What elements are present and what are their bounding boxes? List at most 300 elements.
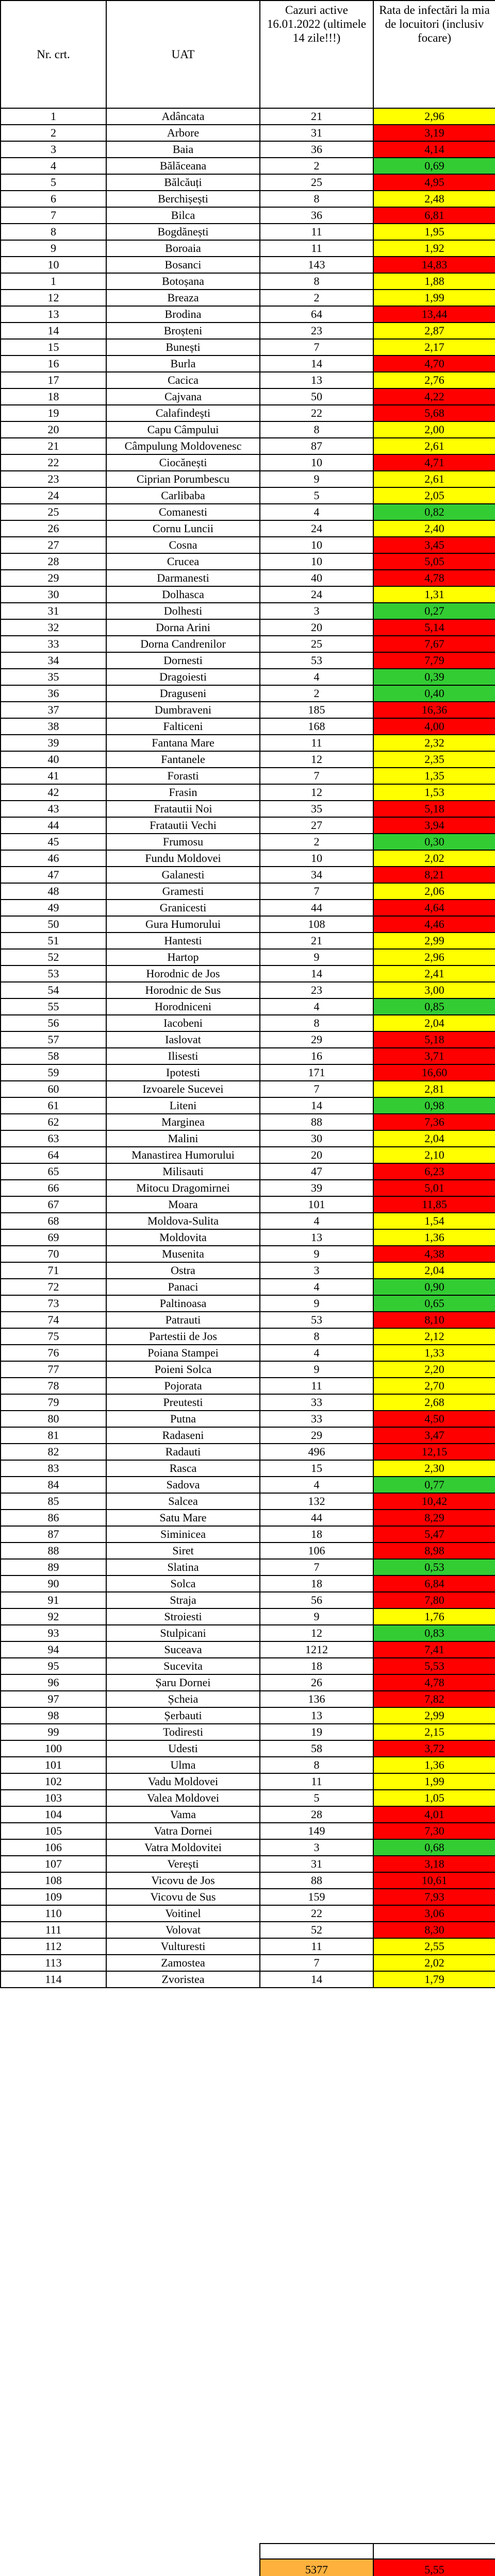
uat-cell: Moldovita xyxy=(106,1229,260,1246)
nr-cell: 35 xyxy=(1,669,106,685)
cases-cell: 14 xyxy=(260,965,373,982)
cases-cell: 7 xyxy=(260,1081,373,1097)
table-row xyxy=(1,1361,495,1378)
cases-cell: 20 xyxy=(260,619,373,636)
table-row xyxy=(1,1015,495,1031)
nr-cell: 96 xyxy=(1,1674,106,1691)
rate-cell: 10,42 xyxy=(373,1493,495,1510)
nr-cell: 55 xyxy=(1,998,106,1015)
table-row xyxy=(1,1773,495,1790)
nr-cell: 102 xyxy=(1,1773,106,1790)
nr-cell: 49 xyxy=(1,900,106,916)
rate-cell: 4,64 xyxy=(373,900,495,916)
cases-cell: 8 xyxy=(260,1015,373,1031)
rate-cell: 5,14 xyxy=(373,619,495,636)
nr-cell: 113 xyxy=(1,1955,106,1971)
nr-cell: 109 xyxy=(1,1889,106,1905)
nr-cell: 101 xyxy=(1,1757,106,1773)
uat-cell: Ipotesti xyxy=(106,1064,260,1081)
table-row xyxy=(1,1427,495,1444)
uat-cell: Dorna Arini xyxy=(106,619,260,636)
table-row xyxy=(1,1493,495,1510)
cases-cell: 2 xyxy=(260,834,373,850)
table-row xyxy=(1,487,495,504)
uat-cell: Boroaia xyxy=(106,240,260,257)
table-row xyxy=(1,1312,495,1328)
nr-cell: 6 xyxy=(1,191,106,207)
table-row xyxy=(1,1872,495,1889)
uat-cell: Zvoristea xyxy=(106,1971,260,1988)
nr-cell: 3 xyxy=(1,141,106,158)
cases-cell: 64 xyxy=(260,306,373,323)
cases-cell: 7 xyxy=(260,768,373,784)
uat-cell: Frumosu xyxy=(106,834,260,850)
cases-cell: 159 xyxy=(260,1889,373,1905)
rate-cell: 8,21 xyxy=(373,867,495,883)
table-row xyxy=(1,718,495,735)
cases-cell: 12 xyxy=(260,751,373,768)
rate-cell: 5,47 xyxy=(373,1526,495,1543)
rate-cell: 1,99 xyxy=(373,1773,495,1790)
uat-cell: Moldova-Sulita xyxy=(106,1213,260,1229)
uat-cell: Hartop xyxy=(106,949,260,965)
nr-cell: 29 xyxy=(1,570,106,586)
rate-cell: 5,18 xyxy=(373,801,495,817)
nr-cell: 70 xyxy=(1,1246,106,1262)
cases-cell: 9 xyxy=(260,471,373,487)
rate-cell: 4,46 xyxy=(373,916,495,933)
cases-cell: 31 xyxy=(260,125,373,141)
rate-cell: 5,05 xyxy=(373,553,495,570)
table-row xyxy=(1,257,495,273)
nr-cell: 90 xyxy=(1,1575,106,1592)
uat-cell: Manastirea Humorului xyxy=(106,1147,260,1163)
nr-cell: 87 xyxy=(1,1526,106,1543)
uat-cell: Musenita xyxy=(106,1246,260,1262)
nr-cell: 95 xyxy=(1,1658,106,1674)
table-row xyxy=(1,1691,495,1707)
nr-cell: 74 xyxy=(1,1312,106,1328)
cases-cell: 8 xyxy=(260,1757,373,1773)
cases-cell: 56 xyxy=(260,1592,373,1608)
table-row xyxy=(1,174,495,191)
rate-cell: 4,50 xyxy=(373,1411,495,1427)
rate-cell: 6,81 xyxy=(373,207,495,224)
table-row xyxy=(1,900,495,916)
rate-cell: 2,96 xyxy=(373,108,495,125)
cases-cell: 4 xyxy=(260,669,373,685)
cases-cell: 101 xyxy=(260,1196,373,1213)
uat-cell: Bilca xyxy=(106,207,260,224)
cases-cell: 136 xyxy=(260,1691,373,1707)
cases-cell: 87 xyxy=(260,438,373,454)
rate-cell: 2,04 xyxy=(373,1262,495,1279)
table-row xyxy=(1,1064,495,1081)
nr-cell: 73 xyxy=(1,1295,106,1312)
header-row xyxy=(1,1,495,108)
nr-cell: 46 xyxy=(1,850,106,867)
nr-cell: 77 xyxy=(1,1361,106,1378)
uat-cell: Dolhesti xyxy=(106,603,260,619)
uat-cell: Izvoarele Sucevei xyxy=(106,1081,260,1097)
nr-cell: 33 xyxy=(1,636,106,652)
uat-cell: Draguseni xyxy=(106,685,260,702)
table-row xyxy=(1,867,495,883)
rate-cell: 11,85 xyxy=(373,1196,495,1213)
nr-cell: 71 xyxy=(1,1262,106,1279)
rate-cell: 7,67 xyxy=(373,636,495,652)
table-row xyxy=(1,1856,495,1872)
nr-cell: 1 xyxy=(1,108,106,125)
table-row xyxy=(1,1213,495,1229)
nr-cell: 97 xyxy=(1,1691,106,1707)
uat-cell: Comanesti xyxy=(106,504,260,520)
cases-cell: 4 xyxy=(260,1213,373,1229)
rate-cell: 0,69 xyxy=(373,158,495,174)
nr-cell: 112 xyxy=(1,1938,106,1955)
uat-cell: Gura Humorului xyxy=(106,916,260,933)
nr-cell: 54 xyxy=(1,982,106,998)
uat-cell: Zamostea xyxy=(106,1955,260,1971)
cases-cell: 12 xyxy=(260,1625,373,1641)
cases-cell: 29 xyxy=(260,1427,373,1444)
uat-cell: Frasin xyxy=(106,784,260,801)
cases-cell: 19 xyxy=(260,1724,373,1740)
cases-cell: 53 xyxy=(260,1312,373,1328)
cases-cell: 88 xyxy=(260,1114,373,1130)
rate-cell: 10,61 xyxy=(373,1872,495,1889)
table-row xyxy=(1,998,495,1015)
uat-cell: Rasca xyxy=(106,1460,260,1477)
uat-cell: Pojorata xyxy=(106,1378,260,1394)
cases-cell: 7 xyxy=(260,1955,373,1971)
nr-cell: 36 xyxy=(1,685,106,702)
cases-cell: 168 xyxy=(260,718,373,735)
uat-cell: Vadu Moldovei xyxy=(106,1773,260,1790)
table-row xyxy=(1,1328,495,1345)
uat-cell: Dragoiesti xyxy=(106,669,260,685)
rate-cell: 1,54 xyxy=(373,1213,495,1229)
rate-cell: 4,14 xyxy=(373,141,495,158)
nr-cell: 10 xyxy=(1,257,106,273)
cases-cell: 40 xyxy=(260,570,373,586)
cases-cell: 33 xyxy=(260,1394,373,1411)
rate-cell: 6,23 xyxy=(373,1163,495,1180)
rate-cell: 2,06 xyxy=(373,883,495,900)
uat-cell: Câmpulung Moldovenesc xyxy=(106,438,260,454)
rate-cell: 8,29 xyxy=(373,1510,495,1526)
uat-cell: Udesti xyxy=(106,1740,260,1757)
rate-cell: 2,04 xyxy=(373,1015,495,1031)
table-row xyxy=(1,1031,495,1048)
nr-cell: 38 xyxy=(1,718,106,735)
nr-cell: 22 xyxy=(1,454,106,471)
uat-cell: Liteni xyxy=(106,1097,260,1114)
table-row xyxy=(1,817,495,834)
cases-cell: 18 xyxy=(260,1658,373,1674)
table-row xyxy=(1,1180,495,1196)
table-row xyxy=(1,652,495,669)
nr-cell: 21 xyxy=(1,438,106,454)
table-row xyxy=(1,306,495,323)
rate-cell: 1,35 xyxy=(373,768,495,784)
rate-cell: 2,96 xyxy=(373,949,495,965)
table-row xyxy=(1,933,495,949)
uat-cell: Radaseni xyxy=(106,1427,260,1444)
table-row xyxy=(1,1411,495,1427)
cases-cell: 26 xyxy=(260,1674,373,1691)
table-row xyxy=(1,471,495,487)
uat-cell: Iacobeni xyxy=(106,1015,260,1031)
table-row xyxy=(1,1575,495,1592)
uat-cell: Vatra Moldovitei xyxy=(106,1839,260,1856)
uat-cell: Șerbauti xyxy=(106,1707,260,1724)
cases-cell: 9 xyxy=(260,1608,373,1625)
cases-cell: 10 xyxy=(260,553,373,570)
nr-cell: 23 xyxy=(1,471,106,487)
nr-cell: 65 xyxy=(1,1163,106,1180)
cases-cell: 16 xyxy=(260,1048,373,1064)
rate-cell: 2,12 xyxy=(373,1328,495,1345)
table-row xyxy=(1,570,495,586)
nr-cell: 105 xyxy=(1,1823,106,1839)
table-row xyxy=(1,1707,495,1724)
rate-cell: 8,30 xyxy=(373,1922,495,1938)
cases-cell: 58 xyxy=(260,1740,373,1757)
rate-cell: 7,79 xyxy=(373,652,495,669)
nr-cell: 13 xyxy=(1,306,106,323)
uat-cell: Broșteni xyxy=(106,323,260,339)
cases-cell: 2 xyxy=(260,158,373,174)
nr-cell: 107 xyxy=(1,1856,106,1872)
uat-cell: Panaci xyxy=(106,1279,260,1295)
table-row xyxy=(1,1559,495,1575)
cases-cell: 5 xyxy=(260,1790,373,1806)
cases-cell: 14 xyxy=(260,1971,373,1988)
table-row xyxy=(1,355,495,372)
table-row xyxy=(1,191,495,207)
uat-cell: Bălăceana xyxy=(106,158,260,174)
cases-cell: 8 xyxy=(260,1328,373,1345)
rate-cell: 16,60 xyxy=(373,1064,495,1081)
table-row xyxy=(1,850,495,867)
table-row xyxy=(1,784,495,801)
cases-cell: 88 xyxy=(260,1872,373,1889)
table-row xyxy=(1,454,495,471)
cases-cell: 28 xyxy=(260,1806,373,1823)
cases-cell: 23 xyxy=(260,982,373,998)
nr-cell: 14 xyxy=(1,323,106,339)
rate-cell: 8,10 xyxy=(373,1312,495,1328)
uat-cell: Siret xyxy=(106,1543,260,1559)
uat-cell: Vicovu de Sus xyxy=(106,1889,260,1905)
rate-cell: 4,38 xyxy=(373,1246,495,1262)
cases-cell: 2 xyxy=(260,685,373,702)
cases-cell: 18 xyxy=(260,1526,373,1543)
uat-cell: Slatina xyxy=(106,1559,260,1575)
cases-cell: 9 xyxy=(260,949,373,965)
cases-cell: 496 xyxy=(260,1444,373,1460)
cases-cell: 1212 xyxy=(260,1641,373,1658)
uat-cell: Sucevita xyxy=(106,1658,260,1674)
table-row xyxy=(1,619,495,636)
rate-cell: 3,71 xyxy=(373,1048,495,1064)
cases-cell: 5 xyxy=(260,487,373,504)
uat-cell: Moara xyxy=(106,1196,260,1213)
nr-cell: 37 xyxy=(1,702,106,718)
table-row xyxy=(1,586,495,603)
table-row xyxy=(1,1378,495,1394)
rate-cell: 2,55 xyxy=(373,1938,495,1955)
cases-cell: 9 xyxy=(260,1295,373,1312)
uat-cell: Fantanele xyxy=(106,751,260,768)
rate-cell: 14,83 xyxy=(373,257,495,273)
uat-cell: Sadova xyxy=(106,1477,260,1493)
cases-cell: 14 xyxy=(260,1097,373,1114)
cases-cell: 22 xyxy=(260,1905,373,1922)
rate-cell: 2,99 xyxy=(373,1707,495,1724)
uat-cell: Fratautii Vechi xyxy=(106,817,260,834)
nr-cell: 20 xyxy=(1,421,106,438)
nr-cell: 58 xyxy=(1,1048,106,1064)
nr-cell: 17 xyxy=(1,372,106,388)
cases-cell: 11 xyxy=(260,224,373,240)
nr-cell: 108 xyxy=(1,1872,106,1889)
cases-cell: 52 xyxy=(260,1922,373,1938)
uat-cell: Fantana Mare xyxy=(106,735,260,751)
table-row xyxy=(1,685,495,702)
rate-cell: 4,78 xyxy=(373,1674,495,1691)
rate-cell: 2,99 xyxy=(373,933,495,949)
uat-cell: Forasti xyxy=(106,768,260,784)
nr-cell: 8 xyxy=(1,224,106,240)
uat-cell: Paltinoasa xyxy=(106,1295,260,1312)
uat-cell: Vama xyxy=(106,1806,260,1823)
uat-cell: Cornu Luncii xyxy=(106,520,260,537)
table-row xyxy=(1,669,495,685)
rate-cell: 8,98 xyxy=(373,1543,495,1559)
nr-cell: 16 xyxy=(1,355,106,372)
nr-cell: 66 xyxy=(1,1180,106,1196)
uat-cell: Marginea xyxy=(106,1114,260,1130)
nr-cell: 2 xyxy=(1,125,106,141)
nr-cell: 88 xyxy=(1,1543,106,1559)
table-row xyxy=(1,1262,495,1279)
uat-cell: Malini xyxy=(106,1130,260,1147)
table-row xyxy=(1,1526,495,1543)
table-row xyxy=(1,388,495,405)
cases-cell: 4 xyxy=(260,998,373,1015)
nr-cell: 56 xyxy=(1,1015,106,1031)
rate-cell: 2,76 xyxy=(373,372,495,388)
cases-cell: 4 xyxy=(260,1477,373,1493)
cases-cell: 13 xyxy=(260,372,373,388)
table-row xyxy=(1,1592,495,1608)
totals-block xyxy=(259,2543,495,2576)
rate-cell: 0,85 xyxy=(373,998,495,1015)
table-row xyxy=(1,1922,495,1938)
rate-cell: 2,41 xyxy=(373,965,495,982)
nr-cell: 27 xyxy=(1,537,106,553)
table-row xyxy=(1,323,495,339)
uat-cell: Bunești xyxy=(106,339,260,355)
uat-cell: Ciprian Porumbescu xyxy=(106,471,260,487)
cases-cell: 106 xyxy=(260,1543,373,1559)
table-row xyxy=(1,1625,495,1641)
nr-cell: 15 xyxy=(1,339,106,355)
cases-cell: 36 xyxy=(260,207,373,224)
rate-cell: 2,05 xyxy=(373,487,495,504)
uat-cell: Baia xyxy=(106,141,260,158)
table-row xyxy=(1,1938,495,1955)
cases-cell: 108 xyxy=(260,916,373,933)
nr-cell: 52 xyxy=(1,949,106,965)
rate-cell: 1,79 xyxy=(373,1971,495,1988)
rate-cell: 12,15 xyxy=(373,1444,495,1460)
rate-cell: 1,53 xyxy=(373,784,495,801)
rate-cell: 3,47 xyxy=(373,1427,495,1444)
uat-cell: Cacica xyxy=(106,372,260,388)
nr-cell: 98 xyxy=(1,1707,106,1724)
table-row xyxy=(1,108,495,125)
nr-cell: 41 xyxy=(1,768,106,784)
table-row xyxy=(1,1460,495,1477)
nr-cell: 50 xyxy=(1,916,106,933)
rate-cell: 5,01 xyxy=(373,1180,495,1196)
nr-cell: 103 xyxy=(1,1790,106,1806)
nr-cell: 12 xyxy=(1,290,106,306)
nr-cell: 40 xyxy=(1,751,106,768)
cases-cell: 13 xyxy=(260,1229,373,1246)
rate-cell: 2,02 xyxy=(373,1955,495,1971)
table-row xyxy=(1,141,495,158)
rate-cell: 1,33 xyxy=(373,1345,495,1361)
uat-cell: Radauti xyxy=(106,1444,260,1460)
uat-cell: Carlibaba xyxy=(106,487,260,504)
table-row xyxy=(1,1081,495,1097)
nr-cell: 72 xyxy=(1,1279,106,1295)
cases-cell: 29 xyxy=(260,1031,373,1048)
rate-cell: 4,95 xyxy=(373,174,495,191)
rate-cell: 2,61 xyxy=(373,471,495,487)
nr-cell: 4 xyxy=(1,158,106,174)
totals-spacer-row xyxy=(260,2544,495,2559)
rate-cell: 2,70 xyxy=(373,1378,495,1394)
cases-cell: 3 xyxy=(260,1262,373,1279)
table-row xyxy=(1,240,495,257)
cases-cell: 21 xyxy=(260,108,373,125)
table-row xyxy=(1,1839,495,1856)
uat-cell: Șaru Dornei xyxy=(106,1674,260,1691)
uat-cell: Dorna Candrenilor xyxy=(106,636,260,652)
rate-cell: 1,92 xyxy=(373,240,495,257)
cases-cell: 3 xyxy=(260,603,373,619)
table-row xyxy=(1,1130,495,1147)
uat-cell: Ilisesti xyxy=(106,1048,260,1064)
table-row xyxy=(1,1724,495,1740)
uat-cell: Horodnic de Sus xyxy=(106,982,260,998)
nr-cell: 47 xyxy=(1,867,106,883)
table-row xyxy=(1,1394,495,1411)
rate-cell: 4,22 xyxy=(373,388,495,405)
rate-cell: 3,45 xyxy=(373,537,495,553)
cases-cell: 4 xyxy=(260,1345,373,1361)
table-row xyxy=(1,834,495,850)
rate-cell: 0,30 xyxy=(373,834,495,850)
cases-cell: 31 xyxy=(260,1856,373,1872)
uat-cell: Stroiesti xyxy=(106,1608,260,1625)
nr-cell: 53 xyxy=(1,965,106,982)
